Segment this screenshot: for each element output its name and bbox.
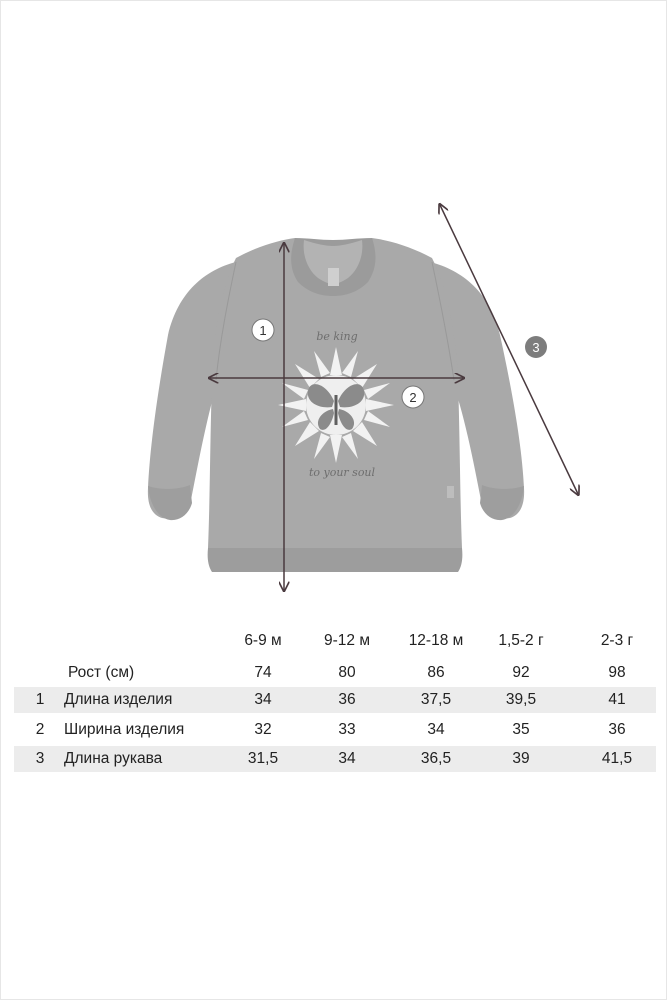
table-cell: 34 (338, 750, 356, 767)
table-row (14, 687, 656, 713)
svg-text:1: 1 (259, 323, 267, 338)
table-cell: 37,5 (420, 691, 452, 708)
marker-3 (525, 336, 547, 358)
print-text-bottom: to your soul (308, 466, 376, 479)
row-label: Рост (см) (68, 664, 135, 681)
row-label: Ширина изделия (64, 721, 185, 738)
table-cell: 86 (427, 664, 445, 681)
table-header-row (14, 628, 656, 654)
table-cell: 92 (512, 664, 530, 681)
header-cell: 9-12 м (324, 632, 370, 649)
sun-print (278, 347, 394, 463)
header-cell: 2-3 г (600, 632, 634, 649)
table-cell: 36,5 (420, 750, 452, 767)
row-index: 2 (35, 721, 45, 738)
header-cell: 12-18 м (408, 632, 464, 649)
table-cell: 33 (338, 721, 356, 738)
row-label: Длина рукава (64, 750, 163, 767)
table-row (14, 746, 656, 772)
row-index: 3 (35, 750, 45, 767)
table-cell: 36 (338, 691, 356, 708)
brand-tag (328, 268, 339, 286)
svg-text:3: 3 (532, 340, 540, 355)
side-tag (447, 486, 454, 498)
table-cell: 41 (608, 691, 626, 708)
left-cuff (148, 485, 192, 520)
table-row (14, 717, 656, 743)
table-cell: 39 (512, 750, 530, 767)
header-cell: 1,5-2 г (498, 632, 544, 649)
table-cell: 98 (608, 664, 626, 681)
table-cell: 36 (608, 721, 626, 738)
hem-band (208, 548, 463, 572)
table-cell: 34 (427, 721, 445, 738)
row-label: Длина изделия (64, 691, 173, 708)
row-index: 1 (35, 691, 45, 708)
header-cell: 6-9 м (244, 632, 282, 649)
size-table (0, 620, 667, 790)
marker-1 (252, 319, 274, 341)
table-cell: 80 (338, 664, 356, 681)
table-cell: 34 (254, 691, 272, 708)
marker-2 (402, 386, 424, 408)
table-cell: 35 (512, 721, 530, 738)
print-text-top: be king (316, 330, 358, 343)
table-cell: 39,5 (505, 691, 537, 708)
table-cell: 31,5 (247, 750, 279, 767)
table-cell: 32 (254, 721, 272, 738)
table-cell: 74 (254, 664, 272, 681)
table-row (14, 660, 656, 686)
table-cell: 41,5 (601, 750, 633, 767)
svg-text:2: 2 (409, 390, 417, 405)
right-cuff (480, 485, 524, 520)
